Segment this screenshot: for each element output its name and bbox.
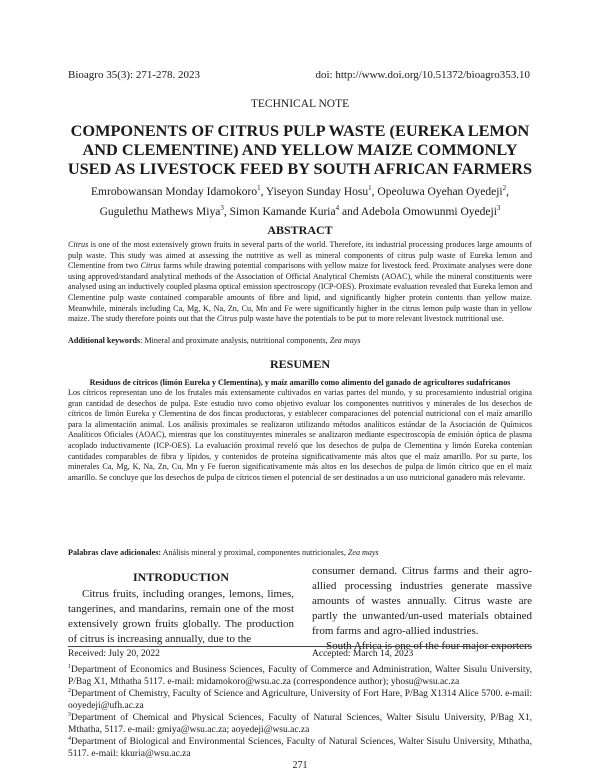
resumen-text: Los cítricos representan uno de los frutales más extensamente cultivados en varias partes del mundo, y su procesamiento industrial origina gran cantidad de desechos de pulpa. Este estudio tuvo como objetivo evaluar los componentes nutritivos y minerales de los desechos de cítricos de limón Eureka y Clementina de dos fincas productoras, y establecer comparaciones del potencial nutricional con el maíz amarillo para la alimentación animal. Los análisis proximales se realizaron utilizando métodos analíticos estándar de la Asociación de Químicos Analíticos Oficiales (AOAC), mientras que los constituyentes minerales se analizaron mediante espectroscopía de emisión óptica de plasma acoplado inductivamente (ICP-OES). La evaluación proximal reveló que los desechos de pulpa de Clementina y limón Eureka contenían cantidades comparables de fibra y lípidos, y contenidos de proteína significativamente más altos que el maíz amarillo. Por su parte, los minerales Ca, Mg, K, Na, Zn, Cu, Mn y Fe fueron significativamente más altos en los desechos de pulpa de limón cítrico que en el maíz amarillo. Se concluye que los desechos de pulpa de cítricos tienen el potencial de ser destinados a un uso nutricional ganadero más relevante.: [68, 388, 532, 482]
resumen-title: Residuos de cítricos (limón Eureka y Clementina), y maíz amarillo como alimento del ganado de agricultores sudafricanos: [89, 378, 511, 387]
keywords-text: : Mineral and proximate analysis, nutritional components,: [140, 336, 330, 345]
keywords-label: Palabras clave adicionales:: [68, 548, 162, 557]
abstract-keywords: [68, 336, 532, 347]
affiliation-text: Department of Biological and Environmental Sciences, Faculty of Natural Sciences, Walter Sisulu University, Mthatha, 5117. e-mail: kkuria@wsu.ac.za: [68, 737, 532, 760]
abstract-heading: ABSTRACT: [267, 223, 333, 237]
affiliation-text: Department of Economics and Business Sciences, Faculty of Commerce and Administration, Walter Sisulu University, P/Bag X1, Mthatha 5117. e-mail: midamokoro@wsu.ac.za (correspondence author); yhosu@wsu.ac.za: [68, 665, 532, 688]
accepted-date: Accepted: March 14, 2023: [312, 649, 414, 659]
introduction-heading: INTRODUCTION: [132, 570, 229, 584]
intro-paragraph: South Africa is one of the four major exporters: [326, 640, 532, 652]
affiliation-mark: 4: [335, 203, 340, 212]
intro-right-column: [312, 564, 532, 654]
affiliation-mark: 1: [368, 184, 372, 192]
affiliation-mark: 3: [220, 203, 224, 212]
italic-term: Citrus: [216, 314, 238, 324]
keywords-label: Additional keywords: [68, 336, 141, 345]
affiliation-mark: 2: [68, 688, 71, 694]
abstract-text-part: pulp waste have the potentials to be put to more relevant livestock nutritional use.: [237, 314, 504, 324]
intro-paragraph: Citrus fruits, including oranges, lemons, limes, tangerines, and mandarins, remain one of the most extensively grown fruits globally. The production of citrus is increasing annually, due to the: [68, 588, 294, 645]
page-number: 271: [292, 760, 308, 771]
abstract-text: [68, 240, 532, 325]
abstract-text-part: farms while drawing potential comparisons with yellow maize for livestock feed. Proximate analyses were done using approved/standard analytical methods of the Association of Official Analytical Chemists (AOAC), while the mineral constituents were analysed using an inductively coupled plasma optical emission spectroscopy (ICP-OES). Proximate evaluation revealed that Eureka lemon and Clementine pulp waste contained comparable amounts of fibre and lipid, and significantly higher protein contents than yellow maize. Meanwhile, minerals including Ca, Mg, K, Na, Zn, Cu, Mn and Fe were significantly higher in the citrus lemon pulp waste than in yellow maize. The study therefore points out that the: [68, 261, 532, 324]
italic-term: Citrus: [68, 240, 89, 249]
resumen-keywords: [68, 548, 532, 559]
abstract-text-part: is one of the most extensively grown fruits in several parts of the world. Therefore, its industrial processing produces large amounts of pulp waste. This study was aimed at assessing the nutritive as well as mineral components of citrus pulp waste of Eureka lemon and Clementine from two: [68, 240, 532, 271]
affiliation-mark: 1: [68, 664, 71, 670]
paper-title: COMPONENTS OF CITRUS PULP WASTE (EUREKA LEMON AND CLEMENTINE) AND YELLOW MAIZE COMMONLY USED AS LIVESTOCK FEED BY SOUTH AFRICAN FARMERS: [67, 121, 533, 178]
italic-term: Citrus: [140, 261, 161, 271]
keywords-text: Análisis mineral y proximal, componentes nutricionales,: [161, 548, 348, 557]
doi-link[interactable]: doi: http://www.doi.org/10.51372/bioagro353.10: [315, 69, 530, 81]
intro-left-column: [68, 587, 294, 647]
affiliation-mark: 1: [257, 184, 261, 192]
journal-citation: Bioagro 35(3): 271-278. 2023: [68, 69, 200, 81]
affiliation-mark: 4: [68, 736, 71, 742]
author-name: Yiseyon Sunday Hosu: [265, 185, 369, 198]
affiliation-4: [68, 733, 532, 760]
author-name: Simon Kamande Kuria: [229, 205, 336, 218]
affiliation-mark: 3: [68, 712, 71, 718]
author-name: Adebola Omowunmi Oyedeji: [360, 205, 497, 218]
author-name: Opeoluwa Oyehan Oyedeji: [377, 185, 503, 198]
author-name: Gugulethu Mathews Miya: [99, 205, 221, 218]
keywords-italic: Zea mays: [347, 548, 379, 557]
received-date: Received: July 20, 2022: [68, 649, 160, 659]
footnote-rule: [68, 646, 532, 647]
affiliation-text: Department of Chemical and Physical Sciences, Faculty of Natural Sciences, Walter Sisulu University, P/Bag X1, Mthatha, 5117. e-mail: gmiya@wsu.ac.za; aoyedeji@wsu.ac.za: [68, 713, 532, 736]
affiliation-mark: 2: [502, 184, 507, 192]
affiliation-mark: 3: [496, 203, 501, 212]
author-list: Emrobowansan Monday Idamokoro$^1$, Yiseyon Sunday Hosu$^1$, Opeoluwa Oyehan Oyedeji$^2$, Gugulethu Mathews Miya$^3$, Simon Kamande Kuria$^4$ and Adebola Omowunmi Oyedeji$^3$: [91, 184, 509, 218]
keywords-italic: Zea mays: [329, 336, 361, 345]
author-name: Emrobowansan Monday Idamokoro: [91, 185, 258, 198]
affiliation-text: Department of Chemistry, Faculty of Science and Agriculture, University of Fort Hare, P/Bag X1314 Alice 5700. e-mail: ooyedeji@ufh.ac.za: [68, 689, 532, 712]
intro-paragraph: consumer demand. Citrus farms and their agro-allied processing industries generate massive amounts of wastes annually. Citrus waste are partly the unwanted/un-used materials obtained from farms and agro-allied industries.: [312, 565, 532, 637]
section-tag: TECHNICAL NOTE: [250, 98, 350, 110]
resumen-heading: RESUMEN: [269, 357, 330, 371]
